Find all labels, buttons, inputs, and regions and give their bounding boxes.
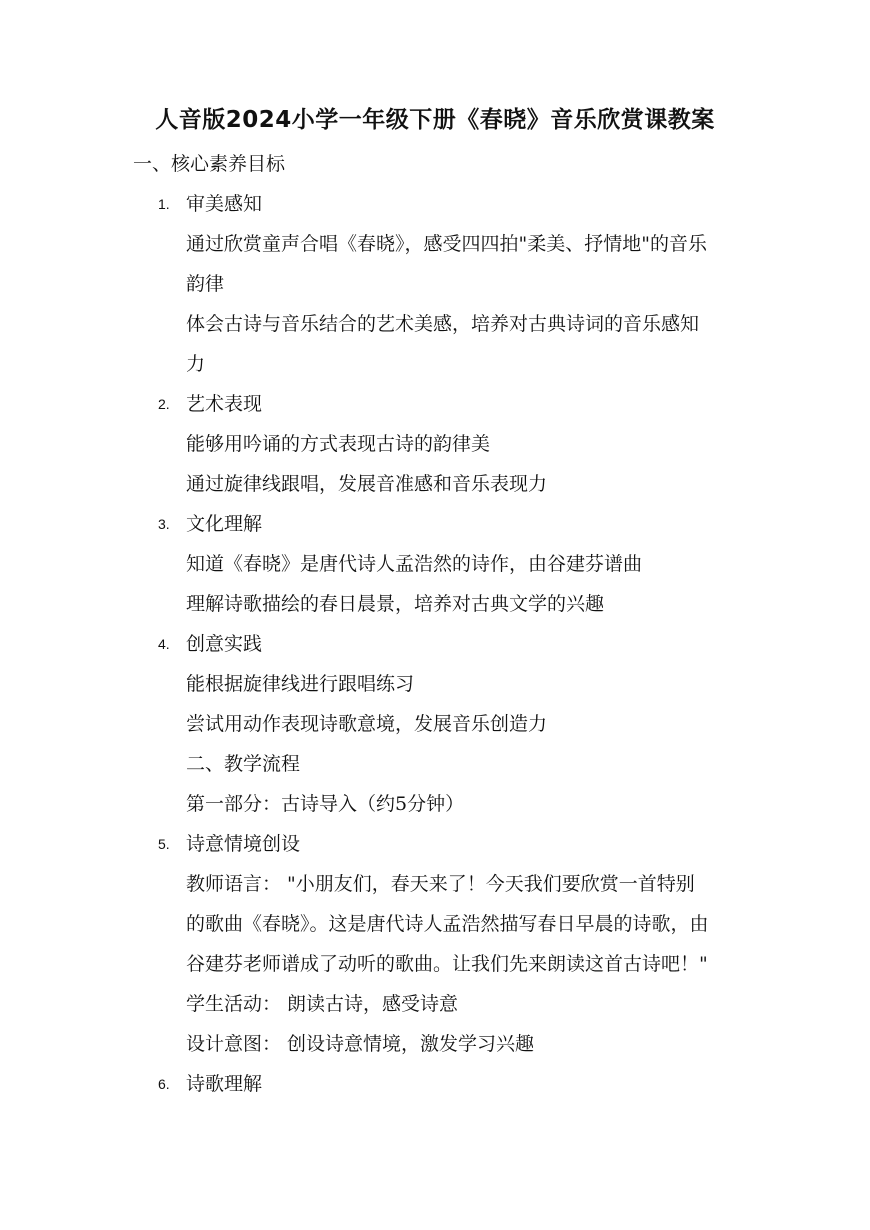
list-number: 1.: [158, 196, 170, 212]
list-number: 5.: [158, 836, 170, 852]
body-line: 谷建芬老师谱成了动听的歌曲。让我们先来朗读这首古诗吧！": [186, 953, 708, 975]
body-line: 尝试用动作表现诗歌意境，发展音乐创造力: [186, 713, 548, 735]
body-line: 能够用吟诵的方式表现古诗的韵律美: [186, 433, 491, 455]
body-line: 通过旋律线跟唱，发展音准感和音乐表现力: [186, 473, 548, 495]
body-line: 能根据旋律线进行跟唱练习: [186, 673, 415, 695]
body-line: 韵律: [186, 273, 225, 295]
body-line: 通过欣赏童声合唱《春晓》，感受四四拍"柔美、抒情地"的音乐: [186, 233, 707, 255]
body-line: 的歌曲《春晓》。这是唐代诗人孟浩然描写春日早晨的诗歌，由: [186, 913, 709, 935]
list-number: 3.: [158, 516, 170, 532]
body-line: 力: [186, 353, 206, 375]
part-heading: 第一部分：古诗导入（约5分钟）: [186, 793, 465, 815]
list-heading: 诗歌理解: [186, 1073, 263, 1095]
document-title: 人音版2024小学一年级下册《春晓》音乐欣赏课教案: [155, 107, 715, 133]
list-heading: 诗意情境创设: [186, 833, 301, 855]
list-heading: 创意实践: [186, 633, 263, 655]
body-line: 教师语言： "小朋友们，春天来了！今天我们要欣赏一首特别: [186, 873, 695, 895]
body-line: 知道《春晓》是唐代诗人孟浩然的诗作，由谷建芬谱曲: [186, 553, 643, 575]
list-heading: 文化理解: [186, 513, 263, 535]
section-heading-core-goals: 一、核心素养目标: [133, 153, 286, 175]
body-line: 设计意图： 创设诗意情境，激发学习兴趣: [186, 1033, 535, 1055]
section-heading-teaching-process: 二、教学流程: [186, 753, 301, 775]
list-heading: 艺术表现: [186, 393, 263, 415]
list-number: 4.: [158, 636, 170, 652]
list-number: 6.: [158, 1076, 170, 1092]
body-line: 理解诗歌描绘的春日晨景，培养对古典文学的兴趣: [186, 593, 605, 615]
list-number: 2.: [158, 396, 170, 412]
body-line: 学生活动： 朗读古诗，感受诗意: [186, 993, 459, 1015]
list-heading: 审美感知: [186, 193, 263, 215]
body-line: 体会古诗与音乐结合的艺术美感，培养对古典诗词的音乐感知: [186, 313, 700, 335]
